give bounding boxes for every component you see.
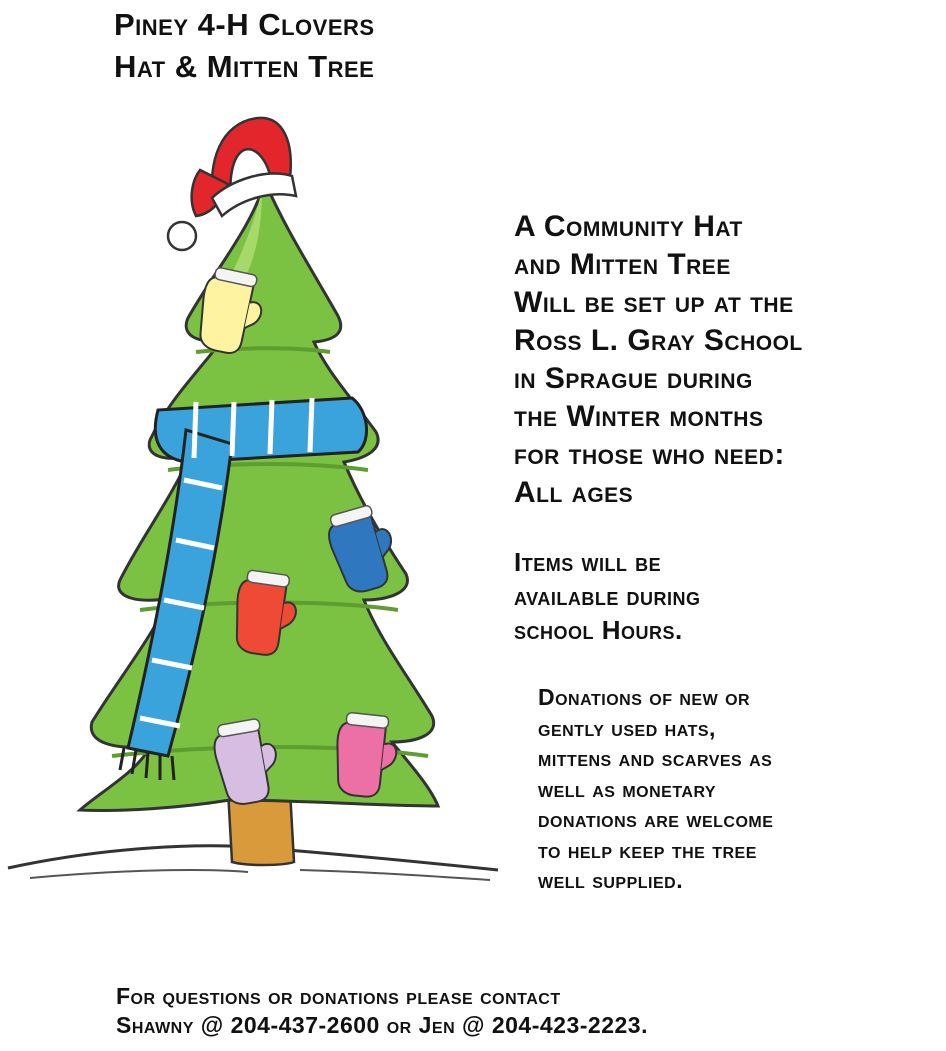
- contact-info: [116, 982, 648, 1040]
- announcement-line: for those who need:: [514, 438, 785, 471]
- availability-text: [514, 545, 701, 647]
- contact-line-2: Shawny @ 204-437-2600 or Jen @ 204-423-2223.: [116, 1012, 648, 1038]
- availability-line: Items will be: [514, 547, 662, 577]
- availability-line: school Hours.: [514, 615, 683, 645]
- donations-line: well as monetary: [538, 775, 717, 802]
- donations-line: gently used hats,: [538, 714, 716, 741]
- announcement-text: [514, 208, 803, 512]
- donations-line: to help keep the tree: [538, 836, 757, 863]
- announcement-line: All ages: [514, 476, 634, 509]
- donations-line: well supplied.: [538, 867, 684, 893]
- announcement-line: and Mitten Tree: [514, 248, 731, 281]
- availability-line: available during: [514, 581, 701, 611]
- donations-line: Donations of new or: [538, 684, 751, 710]
- announcement-line: Ross L. Gray School: [514, 324, 803, 357]
- tree-illustration: [0, 100, 520, 910]
- title-line-2: Hat & Mitten Tree: [114, 49, 375, 84]
- announcement-line: the Winter months: [514, 400, 764, 433]
- page-title: [114, 4, 375, 88]
- announcement-line: in Sprague during: [514, 362, 753, 395]
- announcement-line: A Community Hat: [514, 210, 743, 243]
- contact-line-1: For questions or donations please contact: [116, 983, 561, 1009]
- announcement-line: Will be set up at the: [514, 286, 794, 319]
- donations-line: mittens and scarves as: [538, 745, 773, 771]
- title-line-1: Piney 4-H Clovers: [114, 7, 375, 42]
- donations-text: [538, 682, 773, 896]
- donations-line: donations are welcome: [538, 806, 774, 832]
